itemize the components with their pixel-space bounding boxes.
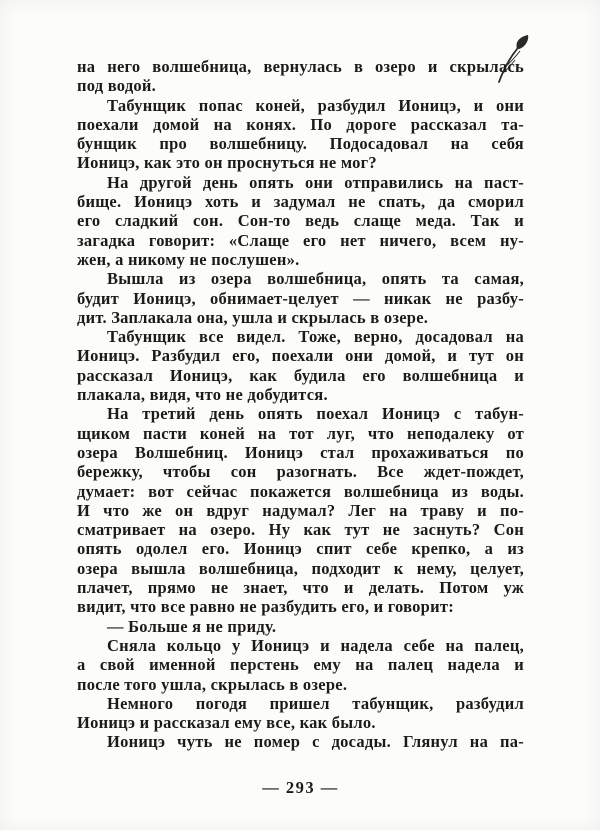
text-line: Немного погодя пришел табунщик, разбудил xyxy=(107,693,524,713)
paragraph xyxy=(77,57,524,96)
text-line: а свой именной перстень ему на палец надела и xyxy=(77,655,524,675)
paragraph xyxy=(77,694,524,733)
text-line: будит Ионицэ, обнимает-целует — никак не разбу- xyxy=(77,288,524,308)
text-line: после того ушла, скрылась в озере. xyxy=(77,674,348,694)
paragraph xyxy=(77,327,524,404)
text-line: Ионицэ. Разбудил его, поехали они домой, и тут он xyxy=(77,346,524,366)
text-line: плакала, видя, что не добудится. xyxy=(77,385,328,405)
text-line: под водой. xyxy=(77,76,157,96)
text-line: рассказал Ионицэ, как будила его волшебница и xyxy=(77,365,524,385)
text-line: дит. Заплакала она, ушла и скрылась в озере. xyxy=(77,307,429,327)
text-line: Ионицэ чуть не помер с досады. Глянул на па- xyxy=(107,732,524,752)
text-line: бережку, чтобы сон разогнать. Все ждет-пождет, xyxy=(77,462,524,482)
paragraph xyxy=(77,173,524,269)
text-line: Ионицэ и рассказал ему все, как было. xyxy=(77,713,376,733)
text-line: его сладкий сон. Сон-то ведь слаще меда. Так и xyxy=(77,211,524,231)
text-line: жен, а никому не послушен». xyxy=(77,249,300,269)
text-line: Табунщик все видел. Тоже, верно, досадовал на xyxy=(107,327,524,347)
text-line: Табунщик попас коней, разбудил Ионицэ, и они xyxy=(107,95,524,115)
text-line: Вышла из озера волшебница, опять та самая, xyxy=(107,269,524,289)
paragraph xyxy=(77,617,524,636)
text-line: щиком пасти коней на тот луг, что неподалеку от xyxy=(77,423,524,443)
text-line: опять одолел его. Ионицэ спит себе крепко, а из xyxy=(77,539,524,559)
paragraph xyxy=(77,269,524,327)
paragraph xyxy=(77,96,524,173)
text-line: озера Волшебниц. Ионицэ стал прохаживаться по xyxy=(77,442,524,462)
text-line: видит, что все равно не разбудить его, и говорит: xyxy=(77,597,454,617)
text-line: на него волшебница, вернулась в озеро и скрылась xyxy=(77,57,524,76)
text-line: озера вышла волшебница, подходит к нему, целует, xyxy=(77,558,524,578)
page-number: — 293 — xyxy=(262,778,339,797)
text-line: И что же он вдруг надумал? Лег на траву и по- xyxy=(77,500,524,520)
text-line: загадка говорит: «Слаще его нет ничего, всем ну- xyxy=(77,230,524,250)
text-line: Сняла кольцо у Ионицэ и надела себе на палец, xyxy=(107,635,524,655)
text-line: поехали домой на конях. По дороге рассказал та- xyxy=(77,114,524,134)
text-line: На третий день опять поехал Ионицэ с табун- xyxy=(107,404,524,424)
text-line: бунщик про волшебницу. Подосадовал на себя xyxy=(77,134,524,154)
text-line: плачет, прямо не знает, что и делать. Потом уж xyxy=(77,578,524,598)
paragraph xyxy=(77,404,524,616)
text-line: На другой день опять они отправились на паст- xyxy=(107,172,524,192)
text-line: сматривает на озеро. Ну как тут не заснуть? Сон xyxy=(77,520,524,540)
text-line: Ионицэ, как это он проснуться не мог? xyxy=(77,153,377,173)
text-line: бище. Ионицэ хоть и задумал не спать, да сморил xyxy=(77,192,524,212)
text-block xyxy=(77,57,524,752)
paragraph xyxy=(77,732,524,751)
text-line: — Больше я не приду. xyxy=(107,616,277,636)
text-line: думает: вот сейчас покажется волшебница из воды. xyxy=(77,481,524,501)
paragraph xyxy=(77,636,524,694)
